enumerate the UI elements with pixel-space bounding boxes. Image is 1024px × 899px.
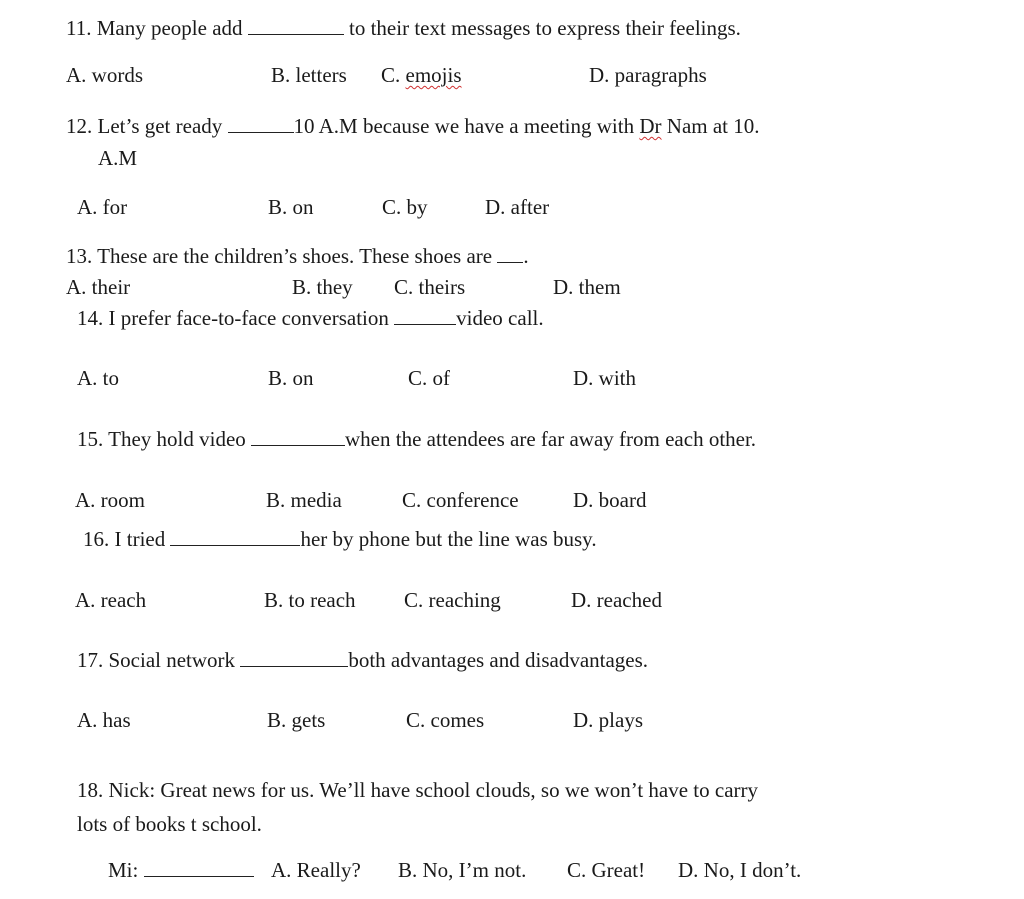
answer-blank-16[interactable]	[170, 527, 300, 546]
question-18: 18. Nick: Great news for us. We’ll have school clouds, so we won’t have to carry	[77, 778, 759, 802]
question-18-speaker: Mi:	[108, 858, 139, 882]
question-13	[66, 244, 529, 268]
question-11-text-after: to their text messages to express their feelings.	[343, 16, 741, 40]
question-18-continuation: lots of books t school.	[77, 812, 262, 836]
q15-option-c[interactable]: C. conference	[402, 488, 519, 512]
q18-option-d[interactable]: D. No, I don’t.	[678, 858, 802, 882]
question-12-flagged-word: Dr	[639, 114, 662, 138]
question-14-text-after: video call.	[456, 306, 544, 330]
q12-option-c[interactable]: C. by	[382, 195, 428, 219]
q11-option-d[interactable]: D. paragraphs	[589, 63, 707, 87]
answer-blank-17[interactable]	[240, 648, 348, 667]
q18-option-a[interactable]: A. Really?	[271, 858, 361, 882]
question-18-response	[108, 858, 254, 882]
answer-blank-12[interactable]	[228, 114, 294, 133]
answer-blank-13[interactable]	[497, 244, 523, 263]
q11-option-c-letter: C.	[381, 63, 401, 87]
question-12-text: 12. Let’s get ready	[66, 114, 223, 138]
q13-option-a[interactable]: A. their	[66, 275, 131, 299]
question-17	[77, 648, 648, 672]
question-11-text: 11. Many people add	[66, 16, 243, 40]
question-14-text: 14. I prefer face-to-face conversation	[77, 306, 389, 330]
q17-option-b[interactable]: B. gets	[267, 708, 326, 732]
answer-blank-18[interactable]	[144, 858, 254, 877]
q17-option-c[interactable]: C. comes	[406, 708, 485, 732]
q16-option-d[interactable]: D. reached	[571, 588, 662, 612]
question-16-text-after: her by phone but the line was busy.	[300, 527, 597, 551]
question-16-text: 16. I tried	[83, 527, 166, 551]
q11-option-a[interactable]: A. words	[66, 63, 143, 87]
q15-option-a[interactable]: A. room	[75, 488, 145, 512]
q17-option-a[interactable]: A. has	[77, 708, 131, 732]
question-17-text: 17. Social network	[77, 648, 236, 672]
question-12-continuation: A.M	[98, 146, 138, 170]
q13-option-b[interactable]: B. they	[292, 275, 353, 299]
q11-option-b[interactable]: B. letters	[271, 63, 347, 87]
question-12	[66, 114, 760, 138]
q14-option-d[interactable]: D. with	[573, 366, 636, 390]
q16-option-c[interactable]: C. reaching	[404, 588, 501, 612]
q18-option-b[interactable]: B. No, I’m not.	[398, 858, 527, 882]
q12-option-a[interactable]: A. for	[77, 195, 128, 219]
q11-option-c-word: emojis	[405, 63, 462, 87]
q16-option-a[interactable]: A. reach	[75, 588, 147, 612]
question-12-text-tail: Nam at 10.	[661, 114, 760, 138]
answer-blank-11[interactable]	[248, 16, 344, 35]
answer-blank-15[interactable]	[251, 427, 345, 446]
q15-option-d[interactable]: D. board	[573, 488, 647, 512]
q13-option-c[interactable]: C. theirs	[394, 275, 466, 299]
question-14	[77, 306, 544, 330]
q12-option-b[interactable]: B. on	[268, 195, 314, 219]
question-13-text-after: .	[523, 244, 529, 268]
answer-blank-14[interactable]	[394, 306, 456, 325]
q14-option-c[interactable]: C. of	[408, 366, 450, 390]
q11-option-c[interactable]	[381, 63, 462, 87]
q14-option-a[interactable]: A. to	[77, 366, 119, 390]
question-15	[77, 427, 756, 451]
q14-option-b[interactable]: B. on	[268, 366, 314, 390]
question-17-text-after: both advantages and disadvantages.	[348, 648, 649, 672]
question-13-text: 13. These are the children’s shoes. These shoes are	[66, 244, 493, 268]
q18-option-c[interactable]: C. Great!	[567, 858, 646, 882]
q12-option-d[interactable]: D. after	[485, 195, 550, 219]
question-12-text-after: 10 A.M because we have a meeting with	[293, 114, 635, 138]
q15-option-b[interactable]: B. media	[266, 488, 342, 512]
q13-option-d[interactable]: D. them	[553, 275, 621, 299]
q17-option-d[interactable]: D. plays	[573, 708, 643, 732]
question-15-text: 15. They hold video	[77, 427, 246, 451]
question-15-text-after: when the attendees are far away from each other.	[345, 427, 757, 451]
q16-option-b[interactable]: B. to reach	[264, 588, 356, 612]
question-16	[83, 527, 597, 551]
question-11	[66, 16, 741, 40]
